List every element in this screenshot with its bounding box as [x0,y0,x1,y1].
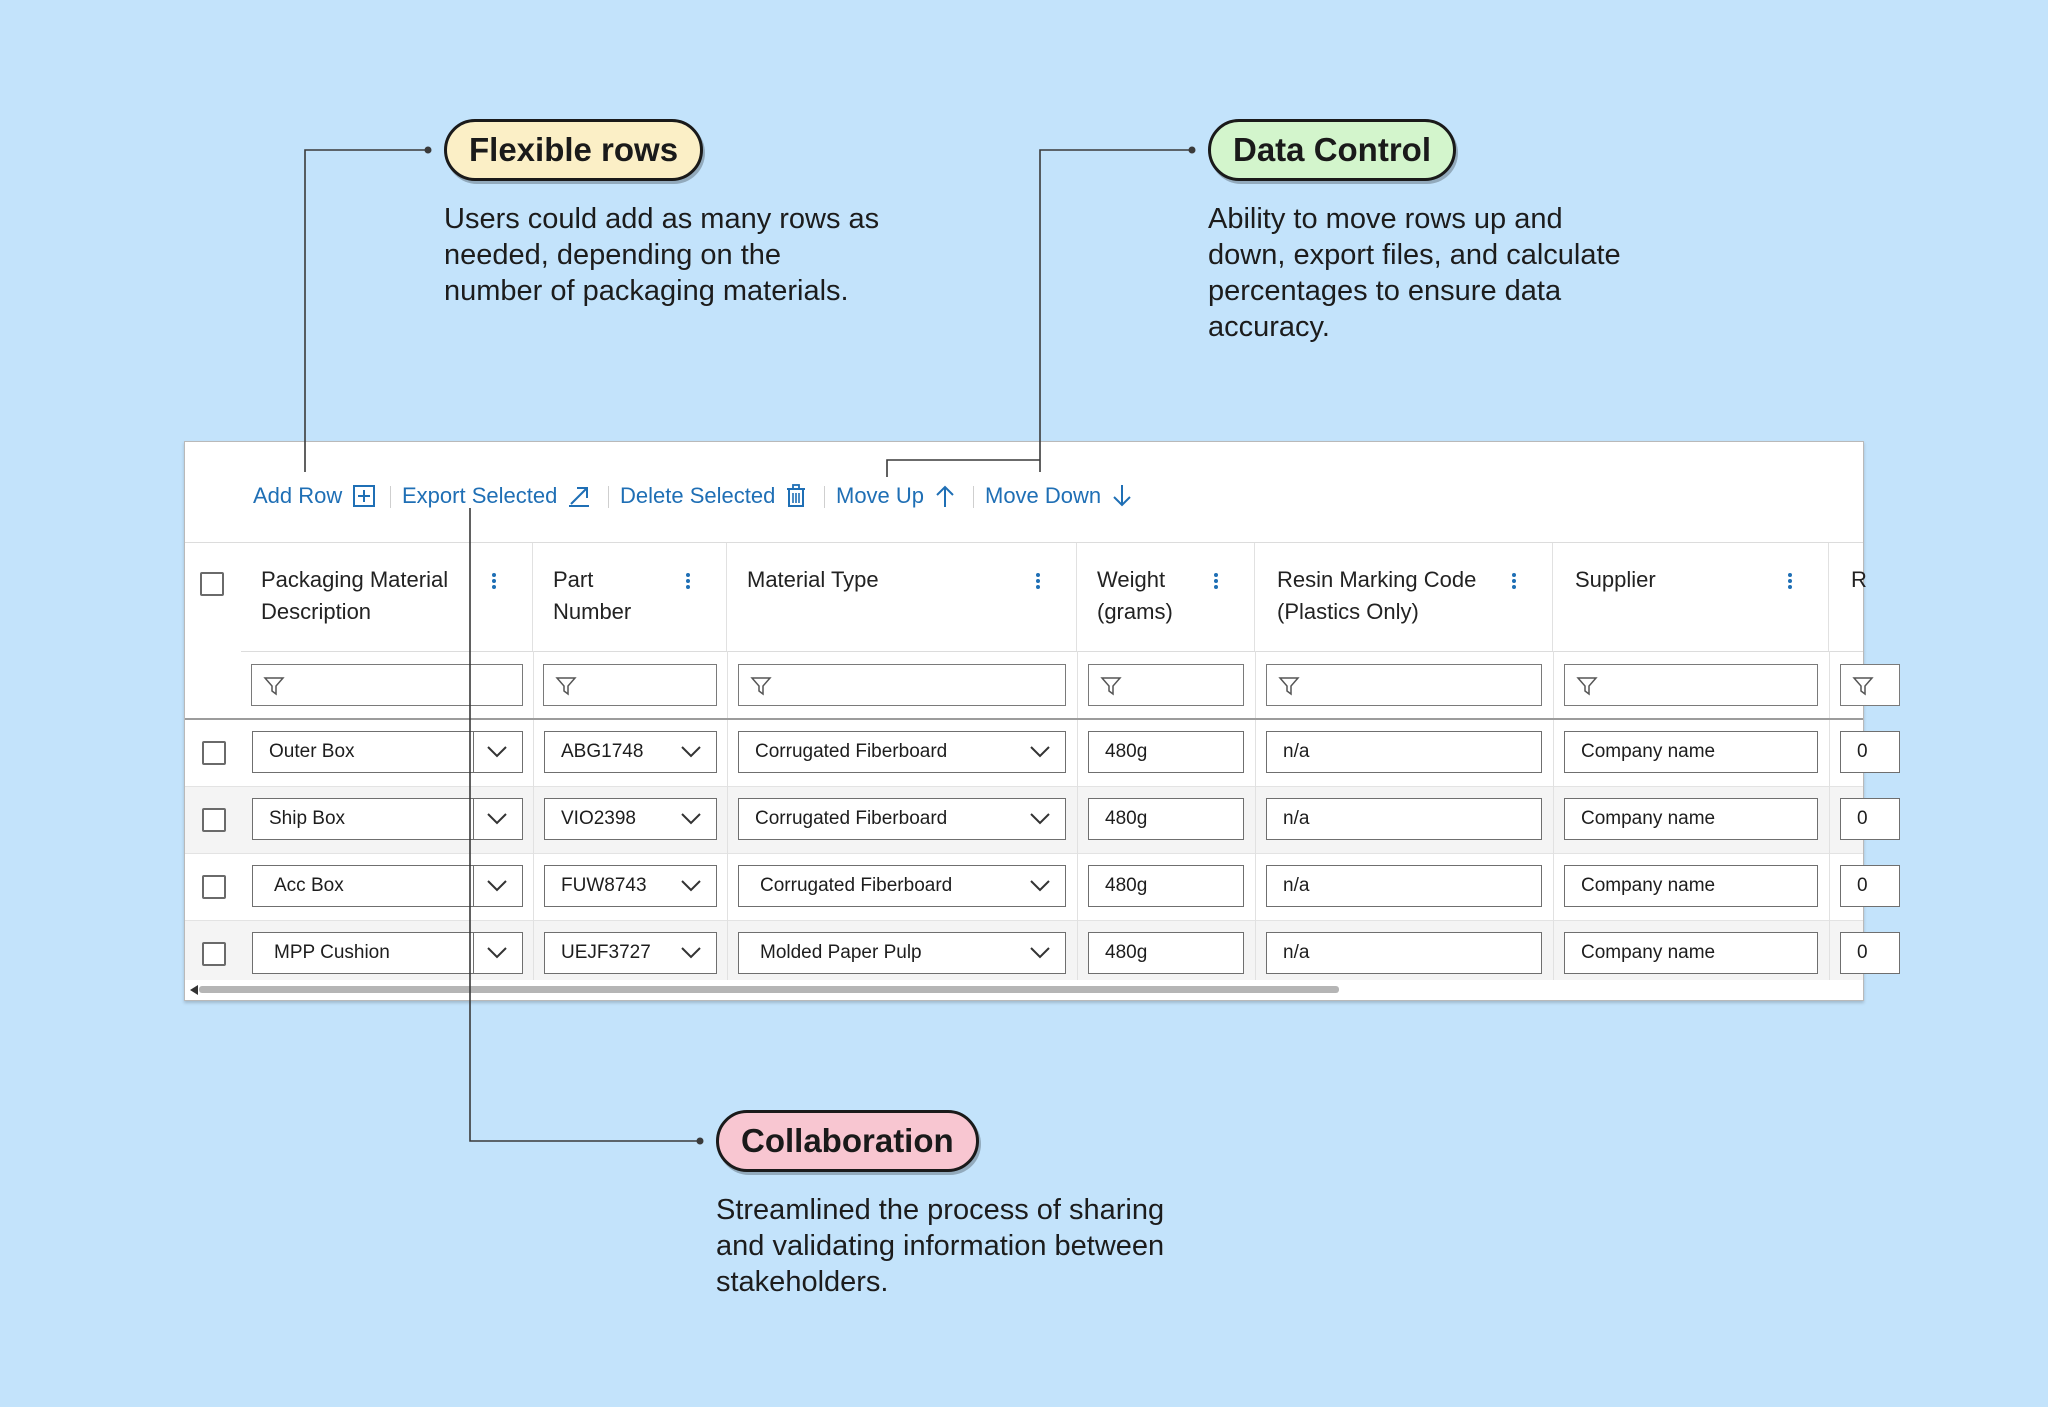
resin-code-value: n/a [1283,741,1310,762]
supplier-input[interactable] [1564,731,1818,773]
filter-input-material-type[interactable] [738,664,1066,706]
filter-input-description[interactable] [251,664,523,706]
chevron-down-icon [680,879,702,893]
move-up-label: Move Up [836,483,925,508]
filter-icon [264,676,284,696]
chevron-down-icon [1029,946,1051,960]
description-select[interactable] [252,731,523,773]
filter-icon [1101,676,1121,696]
filter-icon [751,676,771,696]
move-down-button[interactable] [985,478,1133,514]
description-value: Ship Box [269,808,346,829]
partial-column-value: 0 [1857,741,1868,762]
column-title-line: Material Type [747,567,879,592]
partial-column-value: 0 [1857,875,1868,896]
chevron-down-icon [486,879,508,893]
data-control-connector [1040,150,1192,472]
toolbar-divider [608,486,609,508]
header-divider [241,651,1863,652]
column-title-line: Weight [1097,567,1166,592]
column-divider [1077,651,1078,719]
description-value: Outer Box [269,741,355,762]
column-divider [533,720,534,982]
chevron-down-icon [486,745,508,759]
collaboration-title: Collaboration [741,1122,954,1159]
weight-input[interactable] [1088,731,1244,773]
kebab-menu-icon[interactable] [683,571,693,591]
filter-icon [1853,676,1873,696]
column-header-material-type [727,543,1077,651]
weight-input[interactable] [1088,798,1244,840]
export-arrow-icon [567,484,591,508]
column-title-line: Description [261,599,372,624]
row-checkbox[interactable] [202,808,226,832]
filter-input-supplier[interactable] [1564,664,1818,706]
flexible-rows-line-3: number of packaging materials. [444,275,849,307]
export-selected-button[interactable] [402,478,591,514]
filter-input-resin-code[interactable] [1266,664,1542,706]
resin-code-input[interactable] [1266,731,1542,773]
supplier-input[interactable] [1564,798,1818,840]
description-select[interactable] [252,798,523,840]
partial-column-input[interactable] [1840,731,1900,773]
resin-code-value: n/a [1283,808,1310,829]
chevron-down-icon [486,946,508,960]
column-divider [1829,720,1830,982]
part-number-value: VIO2398 [561,808,636,829]
column-divider [1553,651,1554,719]
chevron-down-icon [486,812,508,826]
table-row [185,787,1868,853]
column-header-partial [1829,543,1889,651]
resin-code-input[interactable] [1266,932,1542,974]
material-type-value: Corrugated Fiberboard [760,875,953,896]
arrow-up-icon [934,484,956,508]
chevron-down-icon [1029,745,1051,759]
connector-dot [1189,147,1196,154]
table-row [185,720,1868,786]
column-header-supplier [1553,543,1829,651]
data-control-line-2: down, export files, and calculate [1208,239,1621,271]
data-control-line-1: Ability to move rows up and [1208,203,1563,235]
flexible-rows-line-2: needed, depending on the [444,239,782,271]
part-number-select[interactable] [544,731,717,773]
data-control-description [1208,201,1621,345]
column-divider [1553,720,1554,982]
toolbar-divider [824,486,825,508]
resin-code-value: n/a [1283,875,1310,896]
column-title-line: (Plastics Only) [1277,599,1419,624]
scroll-left-arrow-icon[interactable] [189,984,199,996]
filter-input-part-number[interactable] [543,664,717,706]
material-type-select[interactable] [738,865,1066,907]
column-title-line: Packaging Material [261,567,449,592]
kebab-menu-icon[interactable] [1211,571,1221,591]
column-header-description [241,543,533,651]
supplier-value: Company name [1581,875,1716,896]
chevron-down-icon [680,812,702,826]
column-divider [1255,651,1256,719]
part-number-value: UEJF3727 [561,942,651,963]
weight-value: 480g [1105,942,1148,963]
connector-dot [425,147,432,154]
partial-column-input[interactable] [1840,798,1900,840]
horizontal-scrollbar[interactable] [185,980,1863,1000]
add-row-label: Add Row [253,483,343,508]
partial-column-value: 0 [1857,808,1868,829]
description-value: MPP Cushion [274,942,390,963]
delete-selected-button[interactable] [620,478,807,514]
kebab-menu-icon[interactable] [1033,571,1043,591]
resin-code-value: n/a [1283,942,1310,963]
data-control-line-3: percentages to ensure data [1208,275,1562,307]
row-checkbox[interactable] [202,942,226,966]
description-select[interactable] [252,865,523,907]
part-number-value: FUW8743 [561,875,647,896]
column-divider [533,651,534,719]
supplier-value: Company name [1581,808,1716,829]
collaboration-description [716,1192,1164,1300]
flexible-rows-connector [305,150,428,472]
chevron-down-icon [1029,879,1051,893]
packaging-table-card [184,441,1868,1001]
connector-dot [697,1138,704,1145]
move-up-button[interactable] [836,478,956,514]
column-title-line: (grams) [1097,599,1173,624]
move-down-label: Move Down [985,483,1102,508]
row-checkbox[interactable] [202,741,226,765]
table-row [185,921,1868,987]
resin-code-input[interactable] [1266,798,1542,840]
resin-code-input[interactable] [1266,865,1542,907]
column-title-line: Part [553,567,594,592]
filter-input-weight[interactable] [1088,664,1244,706]
weight-value: 480g [1105,875,1148,896]
flexible-rows-description [444,201,879,309]
kebab-menu-icon[interactable] [1509,571,1519,591]
column-divider [1255,720,1256,982]
column-divider [1829,651,1830,719]
flexible-rows-title: Flexible rows [469,131,679,168]
material-type-value: Molded Paper Pulp [760,942,922,963]
material-type-select[interactable] [738,932,1066,974]
material-type-select[interactable] [738,798,1066,840]
weight-value: 480g [1105,808,1148,829]
export-selected-label: Export Selected [402,483,558,508]
column-header-resin-code [1255,543,1553,651]
partial-column-input[interactable] [1840,865,1900,907]
flexible-rows-line-1: Users could add as many rows as [444,203,880,235]
part-number-select[interactable] [544,932,717,974]
table-header [185,543,1867,651]
description-value: Acc Box [274,875,344,896]
column-header-part-number [533,543,727,651]
material-type-select[interactable] [738,731,1066,773]
chevron-down-icon [1029,812,1051,826]
column-divider [1077,720,1078,982]
weight-value: 480g [1105,741,1148,762]
weight-input[interactable] [1088,932,1244,974]
partial-column-input[interactable] [1840,932,1900,974]
supplier-value: Company name [1581,741,1716,762]
toolbar-divider [390,486,391,508]
material-type-value: Corrugated Fiberboard [755,741,948,762]
filter-icon [556,676,576,696]
scrollbar-thumb[interactable] [199,986,1339,993]
column-title-line: Supplier [1575,567,1656,592]
part-number-select[interactable] [544,798,717,840]
data-control-title: Data Control [1233,131,1431,168]
table-toolbar [185,442,1863,543]
plus-square-icon [352,484,376,508]
chevron-down-icon [680,745,702,759]
column-divider [727,720,728,982]
collaboration-line-3: stakeholders. [716,1266,889,1298]
filter-icon [1577,676,1597,696]
column-title-line: R [1851,567,1867,592]
column-header-weight [1077,543,1255,651]
supplier-input[interactable] [1564,865,1818,907]
partial-column-value: 0 [1857,942,1868,963]
weight-input[interactable] [1088,865,1244,907]
add-row-button[interactable] [253,478,376,514]
supplier-input[interactable] [1564,932,1818,974]
description-select[interactable] [252,932,523,974]
filter-icon [1279,676,1299,696]
supplier-value: Company name [1581,942,1716,963]
collaboration-line-2: and validating information between [716,1230,1165,1262]
kebab-menu-icon[interactable] [1785,571,1795,591]
column-title-line: Resin Marking Code [1277,567,1477,592]
part-number-select[interactable] [544,865,717,907]
flexible-rows-pill [444,119,703,181]
row-checkbox[interactable] [202,875,226,899]
chevron-down-icon [680,946,702,960]
trash-icon [785,484,807,508]
toolbar-divider [973,486,974,508]
collaboration-line-1: Streamlined the process of sharing [716,1194,1165,1226]
arrow-down-icon [1111,484,1133,508]
column-title-line: Number [553,599,632,624]
column-divider [727,651,728,719]
material-type-value: Corrugated Fiberboard [755,808,948,829]
data-control-pill [1208,119,1456,181]
data-control-line-4: accuracy. [1208,311,1330,343]
table-row [185,854,1868,920]
filter-input-partial[interactable] [1840,664,1900,706]
delete-selected-label: Delete Selected [620,483,776,508]
collaboration-pill [716,1110,979,1172]
kebab-menu-icon[interactable] [489,571,499,591]
part-number-value: ABG1748 [561,741,644,762]
